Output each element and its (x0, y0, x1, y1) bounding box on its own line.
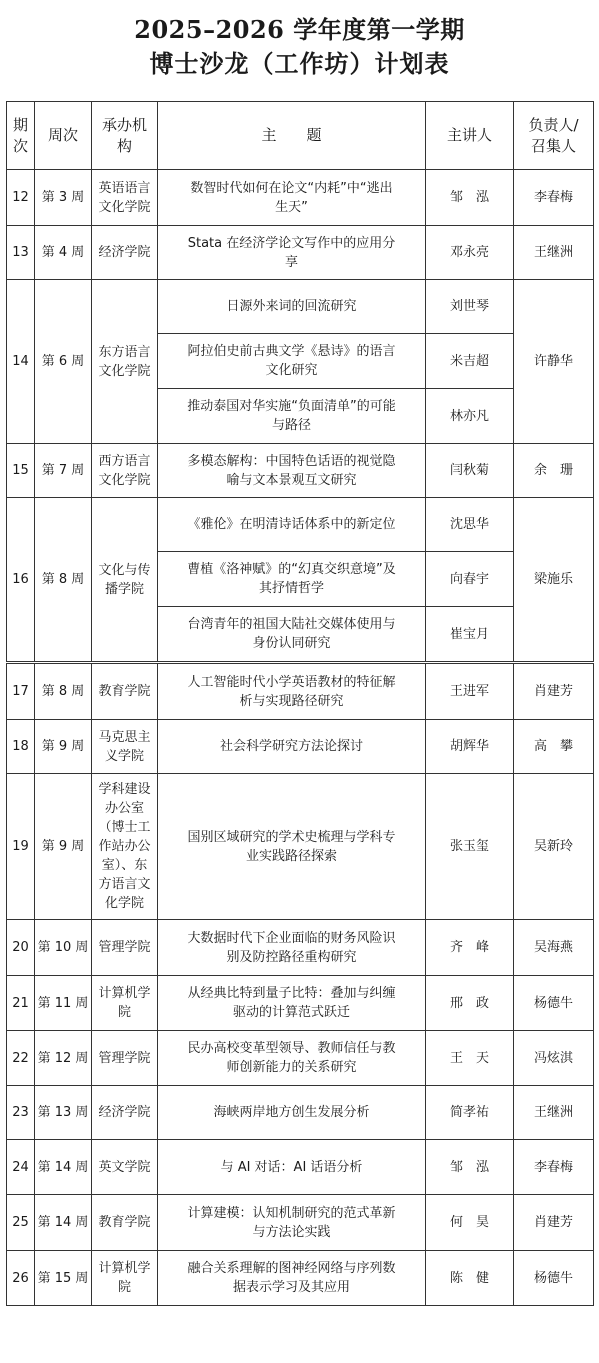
cell-organizer: 西方语言文化学院 (92, 444, 158, 498)
cell-topic: 与 AI 对话：AI 话语分析 (158, 1140, 426, 1195)
cell-speaker: 邢 政 (426, 976, 514, 1031)
table-row (7, 280, 594, 334)
cell-convener: 李春梅 (514, 170, 594, 226)
header-convener: 负责人/召集人 (514, 102, 594, 170)
cell-week: 第 12 周 (35, 1031, 92, 1086)
cell-speaker: 何 昊 (426, 1195, 514, 1251)
cell-convener: 杨德牛 (514, 1251, 594, 1306)
cell-week: 第 14 周 (35, 1195, 92, 1251)
cell-organizer: 英语语言文化学院 (92, 170, 158, 226)
table-row (7, 1251, 594, 1306)
cell-speaker: 崔宝月 (426, 607, 514, 662)
header-topic: 主 题 (158, 102, 426, 170)
cell-convener: 肖建芳 (514, 664, 594, 720)
cell-speaker: 刘世琴 (426, 280, 514, 334)
cell-topic: 海峡两岸地方创生发展分析 (158, 1086, 426, 1140)
cell-organizer: 经济学院 (92, 226, 158, 280)
cell-period: 23 (7, 1086, 35, 1140)
cell-week: 第 8 周 (35, 664, 92, 720)
cell-convener: 王继洲 (514, 226, 594, 280)
header-organizer: 承办机构 (92, 102, 158, 170)
cell-convener: 高 攀 (514, 720, 594, 774)
cell-topic: 融合关系理解的图神经网络与序列数据表示学习及其应用 (158, 1251, 426, 1306)
cell-week: 第 6 周 (35, 280, 92, 444)
cell-speaker: 邓永亮 (426, 226, 514, 280)
table-row (7, 444, 594, 498)
cell-speaker: 林亦凡 (426, 389, 514, 444)
cell-topic: 计算建模：认知机制研究的范式革新与方法论实践 (158, 1195, 426, 1251)
cell-organizer: 东方语言文化学院 (92, 280, 158, 444)
cell-period: 13 (7, 226, 35, 280)
cell-speaker: 米吉超 (426, 334, 514, 389)
cell-week: 第 4 周 (35, 226, 92, 280)
cell-topic: 从经典比特到量子比特：叠加与纠缠驱动的计算范式跃迁 (158, 976, 426, 1031)
cell-speaker: 简孝祐 (426, 1086, 514, 1140)
cell-organizer: 管理学院 (92, 1031, 158, 1086)
table-row (7, 1140, 594, 1195)
cell-topic: 大数据时代下企业面临的财务风险识别及防控路径重构研究 (158, 920, 426, 976)
table-row (7, 1086, 594, 1140)
cell-week: 第 10 周 (35, 920, 92, 976)
table-row (7, 170, 594, 226)
cell-convener: 肖建芳 (514, 1195, 594, 1251)
header-week: 周次 (35, 102, 92, 170)
document-title-line2: 博士沙龙（工作坊）计划表 (149, 49, 450, 78)
schedule-table (6, 101, 594, 1306)
cell-topic: 阿拉伯史前古典文学《悬诗》的语言文化研究 (158, 334, 426, 389)
cell-convener: 冯炫淇 (514, 1031, 594, 1086)
cell-organizer: 文化与传播学院 (92, 498, 158, 662)
cell-speaker: 王进军 (426, 664, 514, 720)
cell-speaker: 沈思华 (426, 498, 514, 552)
cell-organizer: 计算机学院 (92, 1251, 158, 1306)
cell-week: 第 9 周 (35, 774, 92, 920)
cell-period: 15 (7, 444, 35, 498)
cell-topic: 台湾青年的祖国大陆社交媒体使用与身份认同研究 (158, 607, 426, 662)
cell-speaker: 王 天 (426, 1031, 514, 1086)
cell-convener: 许静华 (514, 280, 594, 444)
cell-period: 12 (7, 170, 35, 226)
cell-period: 21 (7, 976, 35, 1031)
table-row (7, 498, 594, 552)
cell-topic: 多模态解构：中国特色话语的视觉隐喻与文本景观互文研究 (158, 444, 426, 498)
cell-organizer: 教育学院 (92, 1195, 158, 1251)
cell-topic: 日源外来词的回流研究 (158, 280, 426, 334)
cell-speaker: 胡辉华 (426, 720, 514, 774)
cell-speaker: 向春宇 (426, 552, 514, 607)
cell-convener: 余 珊 (514, 444, 594, 498)
table-row (7, 920, 594, 976)
cell-speaker: 齐 峰 (426, 920, 514, 976)
cell-period: 18 (7, 720, 35, 774)
cell-week: 第 8 周 (35, 498, 92, 662)
cell-convener: 杨德牛 (514, 976, 594, 1031)
cell-week: 第 13 周 (35, 1086, 92, 1140)
header-period: 期次 (7, 102, 35, 170)
cell-week: 第 3 周 (35, 170, 92, 226)
table-row (7, 664, 594, 720)
table-row (7, 226, 594, 280)
cell-week: 第 15 周 (35, 1251, 92, 1306)
table-header-row (7, 102, 594, 170)
table-row (7, 1031, 594, 1086)
cell-period: 24 (7, 1140, 35, 1195)
cell-topic: Stata 在经济学论文写作中的应用分享 (158, 226, 426, 280)
cell-convener: 梁施乐 (514, 498, 594, 662)
table-row (7, 774, 594, 920)
document-title-line1: 2025–2026 学年度第一学期 (134, 15, 465, 44)
cell-week: 第 11 周 (35, 976, 92, 1031)
cell-organizer: 马克思主义学院 (92, 720, 158, 774)
cell-organizer: 计算机学院 (92, 976, 158, 1031)
header-speaker: 主讲人 (426, 102, 514, 170)
table-row (7, 720, 594, 774)
cell-week: 第 9 周 (35, 720, 92, 774)
cell-period: 19 (7, 774, 35, 920)
cell-topic: 民办高校变革型领导、教师信任与教师创新能力的关系研究 (158, 1031, 426, 1086)
cell-period: 22 (7, 1031, 35, 1086)
cell-period: 25 (7, 1195, 35, 1251)
cell-period: 16 (7, 498, 35, 662)
cell-week: 第 7 周 (35, 444, 92, 498)
cell-period: 26 (7, 1251, 35, 1306)
cell-organizer: 经济学院 (92, 1086, 158, 1140)
cell-topic: 曹植《洛神赋》的“幻真交织意境”及其抒情哲学 (158, 552, 426, 607)
cell-speaker: 邹 泓 (426, 1140, 514, 1195)
cell-speaker: 陈 健 (426, 1251, 514, 1306)
table-row (7, 1195, 594, 1251)
cell-topic: 推动泰国对华实施“负面清单”的可能与路径 (158, 389, 426, 444)
cell-period: 17 (7, 664, 35, 720)
cell-period: 14 (7, 280, 35, 444)
cell-organizer: 管理学院 (92, 920, 158, 976)
cell-organizer: 学科建设办公室（博士工作站办公室）、东方语言文化学院 (92, 774, 158, 920)
cell-topic: 人工智能时代小学英语教材的特征解析与实现路径研究 (158, 664, 426, 720)
cell-convener: 李春梅 (514, 1140, 594, 1195)
table-row (7, 976, 594, 1031)
cell-organizer: 英文学院 (92, 1140, 158, 1195)
cell-week: 第 14 周 (35, 1140, 92, 1195)
cell-convener: 王继洲 (514, 1086, 594, 1140)
cell-topic: 数智时代如何在论文“内耗”中“逃出生天” (158, 170, 426, 226)
cell-convener: 吴海燕 (514, 920, 594, 976)
cell-organizer: 教育学院 (92, 664, 158, 720)
cell-topic: 社会科学研究方法论探讨 (158, 720, 426, 774)
cell-period: 20 (7, 920, 35, 976)
cell-topic: 《雅伦》在明清诗话体系中的新定位 (158, 498, 426, 552)
cell-speaker: 闫秋菊 (426, 444, 514, 498)
cell-speaker: 邹 泓 (426, 170, 514, 226)
cell-convener: 吴新玲 (514, 774, 594, 920)
cell-topic: 国别区域研究的学术史梳理与学科专业实践路径探索 (158, 774, 426, 920)
cell-speaker: 张玉玺 (426, 774, 514, 920)
